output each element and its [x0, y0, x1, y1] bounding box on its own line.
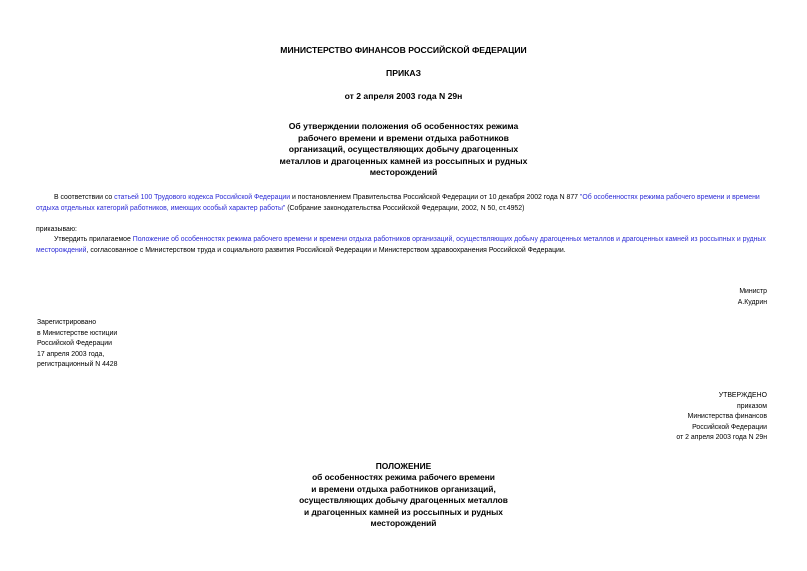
- title-line: металлов и драгоценных камней из россыпных и рудных: [279, 155, 528, 166]
- approval-line: Министерства финансов: [687, 413, 767, 420]
- document-date: от 2 апреля 2003 года N 29н: [344, 91, 463, 101]
- preamble-text: и постановлением Правительства Российской Федерации от 10 декабря 2002 года N 877: [290, 194, 580, 201]
- title-line: месторождений: [369, 167, 438, 177]
- registration-line: в Министерстве юстиции: [37, 329, 118, 337]
- preamble-paragraph: [36, 193, 776, 214]
- regulation-heading: ПОЛОЖЕНИЕ: [375, 461, 432, 471]
- regulation-line: месторождений: [370, 518, 437, 528]
- approve-text: Утвердить прилагаемое: [54, 236, 133, 243]
- approval-line: Российской Федерации: [692, 423, 767, 431]
- registration-note: [37, 318, 117, 371]
- document-type: ПРИКАЗ: [386, 68, 421, 78]
- approve-text: , согласованное с Министерством труда и социального развития Российской Федерации и Министерством здравоохранения Российской Федерации.: [86, 246, 566, 254]
- approval-line: УТВЕРЖДЕНО: [718, 392, 767, 399]
- regulation-subtitle: [0, 472, 807, 530]
- regulation-link[interactable]: Положение об особенностях режима рабочего времени и времени отдыха работников организаций, осуществляющих добычу драгоценных металлов и драгоценных камней из россыпных и рудных месторождений: [36, 236, 766, 254]
- regulation-line: и времени отдыха работников организаций,: [311, 483, 496, 494]
- preamble-text: В соответствии со: [54, 194, 115, 201]
- preamble-text: (Собрание законодательства Российской Федерации, 2002, N 50, ст.4952): [285, 204, 525, 212]
- approval-line: приказом: [737, 402, 767, 410]
- signature-position: Министр: [739, 288, 767, 295]
- title-line: рабочего времени и времени отдыха работников: [298, 132, 509, 143]
- registration-line: Зарегистрировано: [37, 319, 97, 326]
- resolution-link[interactable]: "Об особенностях режима рабочего времени и времени отдыха отдельных категорий работников, имеющих особый характер работы": [36, 194, 760, 212]
- orders-label: приказываю:: [36, 226, 77, 233]
- signature-name: А.Кудрин: [737, 299, 767, 306]
- regulation-line: об особенностях режима рабочего времени: [312, 472, 495, 482]
- regulation-line: осуществляющих добычу драгоценных металлов: [299, 495, 508, 505]
- approve-paragraph: [36, 235, 776, 256]
- approval-line: от 2 апреля 2003 года N 29н: [676, 434, 767, 441]
- approval-stamp: [676, 391, 767, 444]
- registration-line: Российской Федерации: [37, 340, 112, 347]
- document-title: [0, 121, 807, 179]
- regulation-line: и драгоценных камней из россыпных и рудных: [304, 506, 503, 517]
- labor-code-link[interactable]: статьей 100 Трудового кодекса Российской Федерации: [114, 194, 291, 201]
- registration-line: 17 апреля 2003 года,: [37, 350, 105, 358]
- title-line: Об утверждении положения об особенностях режима: [288, 121, 519, 131]
- title-line: организаций, осуществляющих добычу драгоценных: [288, 144, 519, 154]
- registration-line: регистрационный N 4428: [37, 361, 118, 368]
- ministry-header: МИНИСТЕРСТВО ФИНАНСОВ РОССИЙСКОЙ ФЕДЕРАЦИИ: [280, 45, 527, 55]
